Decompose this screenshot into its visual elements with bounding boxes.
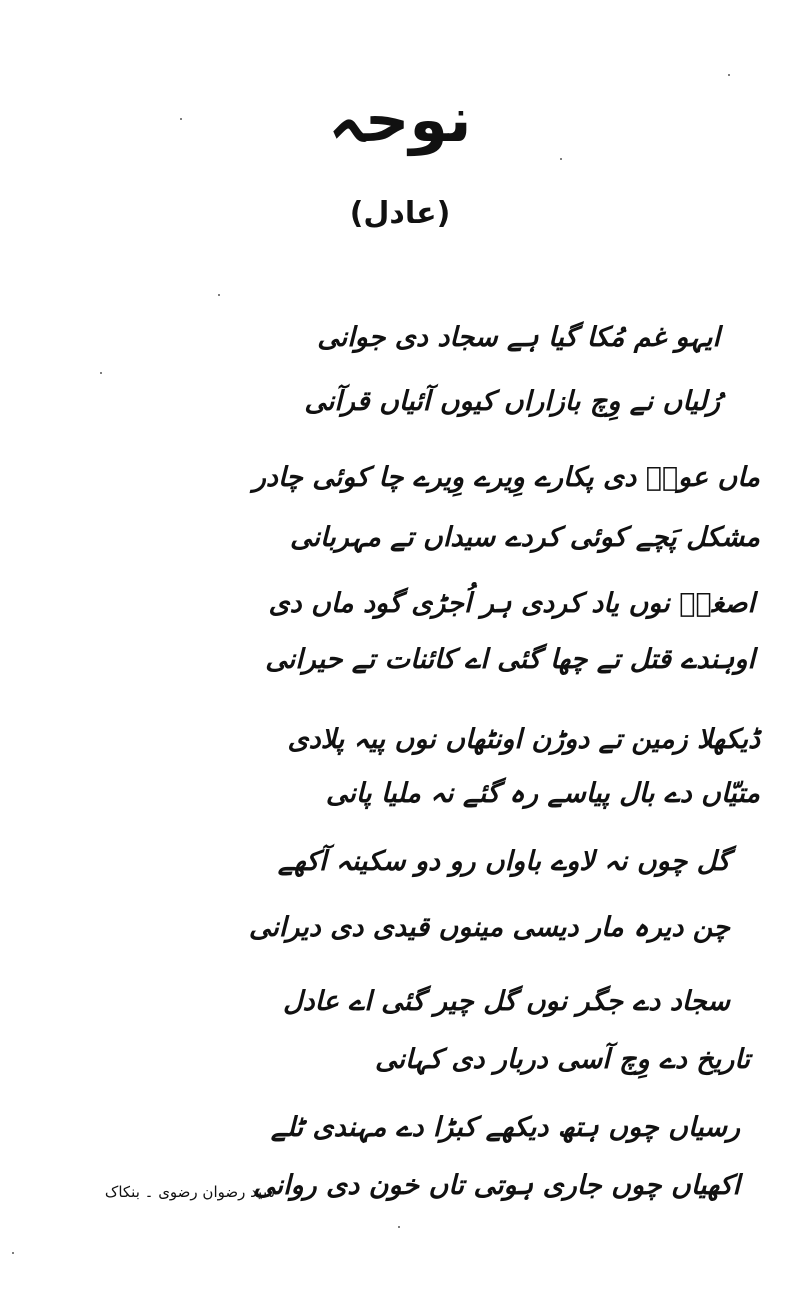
credit-line: سید رضوان رضوی ۔ بنکاک [104,1183,276,1201]
verse-line: رسیاں چوں ہتھ دیکھے کبڑا دے مہندی ٹلے [270,1112,740,1143]
page-title: نوحہ [328,83,472,156]
scan-speck [728,74,730,76]
scan-speck [218,294,220,296]
verse-line: ڈیکھلا زمین تے دوڑن اونٹھاں نوں پیہ پلادی [287,724,760,755]
verse-line: رُلیاں نے وِچ بازاراں کیوں آئیاں قرآنی [304,386,720,417]
verse-line: اکھیاں چوں جاری ہوتی تاں خون دی روانی [253,1170,740,1201]
verse-line: تاریخ دے وِچ آسی دربار دی کہانی [375,1044,750,1075]
scan-speck [398,1226,400,1228]
verse-line: ماں عونؑ دی پکارے وِیرے وِیرے چا کوئی چادر [252,462,760,493]
verse-line: اوہندے قتل تے چھا گئی اے کائنات تے حیرانی [265,644,755,675]
verse-line: گل چوں نہ لاوے باواں رو دو سکینہ آکھے [277,846,730,877]
verse-line: متیّاں دے بال پیاسے رہ گئے نہ ملیا پانی [325,778,760,809]
poet-name: (عادل) [349,196,451,231]
verse-line: ایہو غم مُکا گیا ہے سجاد دی جوانی [317,322,720,353]
verse-line: اصغرؑ نوں یاد کردی ہر اُجڑی گود ماں دی [268,588,755,619]
scan-speck [180,118,182,120]
scan-speck [560,158,562,160]
verse-line: سجاد دے جگر نوں گل چیر گئی اے عادل [283,986,730,1017]
scan-speck [100,372,102,374]
verse-line: چن دیرہ مار دیسی مینوں قیدی دی دیرانی [248,912,730,943]
verse-line: مشکل پَچے کوئی کردے سیداں تے مہربانی [289,522,760,553]
scan-speck [12,1252,14,1254]
